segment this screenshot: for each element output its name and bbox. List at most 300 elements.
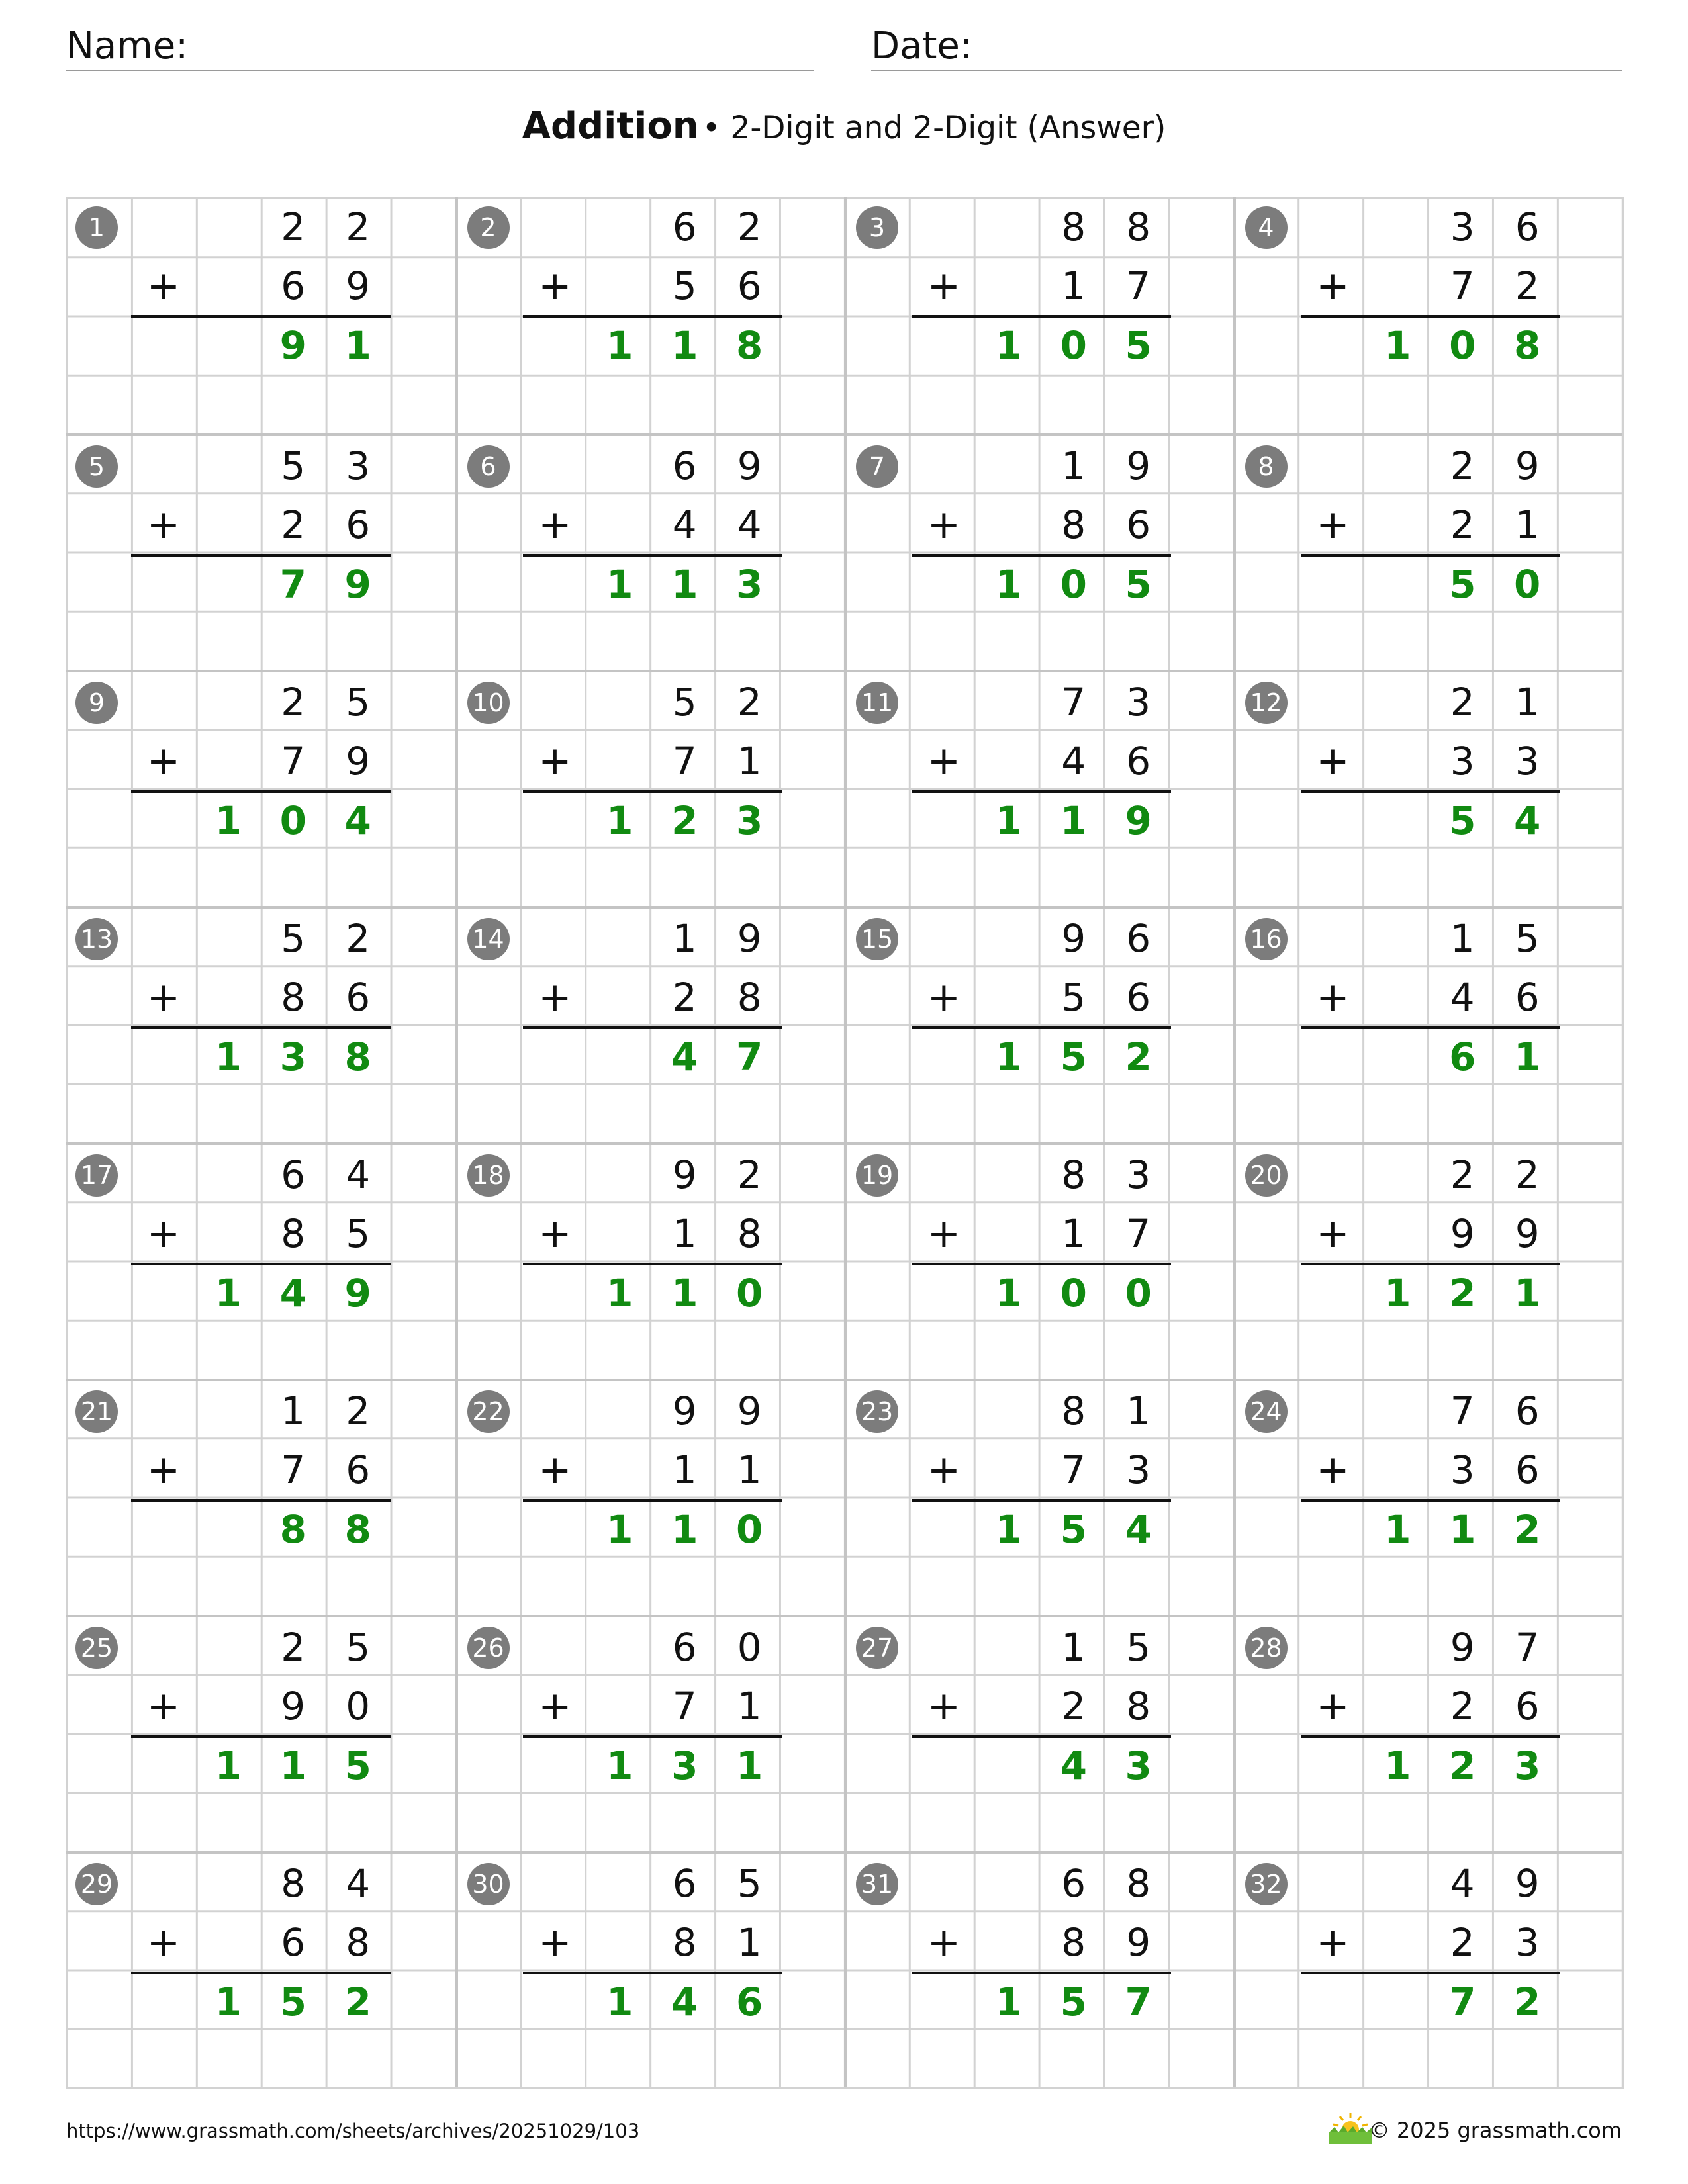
addend-top-digit: 8	[1061, 1388, 1086, 1433]
problem-6	[455, 433, 845, 670]
plus-sign: +	[538, 502, 572, 549]
answer-digit: 0	[1060, 322, 1087, 368]
addend-bottom-digit: 1	[1515, 502, 1540, 548]
answer-digit: 8	[344, 1034, 371, 1079]
problem-24	[1233, 1379, 1622, 1615]
problem-23	[844, 1379, 1233, 1615]
addend-top-digit: 6	[672, 1861, 697, 1906]
addend-bottom-digit: 2	[1450, 1920, 1475, 1966]
plus-sign: +	[538, 1210, 572, 1257]
problem-7	[844, 433, 1233, 670]
answer-digit: 4	[1125, 1506, 1152, 1552]
problem-number-badge: 1	[75, 206, 118, 249]
problem-2	[455, 197, 845, 433]
problem-number-badge: 32	[1245, 1863, 1288, 1905]
problem-number-badge: 27	[856, 1627, 898, 1669]
worksheet-title	[0, 105, 1688, 148]
problem-12	[1233, 670, 1622, 906]
answer-digit: 1	[1513, 1270, 1541, 1316]
answer-digit: 1	[214, 1743, 242, 1788]
addend-top-digit: 6	[672, 1625, 697, 1670]
addend-bottom-digit: 9	[1515, 1211, 1540, 1257]
addend-bottom-digit: 6	[1515, 1684, 1540, 1729]
answer-digit: 5	[1125, 561, 1152, 607]
addend-top-digit: 9	[1126, 443, 1151, 488]
answer-digit: 3	[1513, 1743, 1541, 1788]
addend-top-digit: 2	[737, 205, 762, 250]
addend-top-digit: 9	[1515, 1861, 1540, 1906]
grass-sun-logo-icon	[1327, 2110, 1374, 2147]
name-label: Name:	[66, 24, 189, 68]
addend-bottom-digit: 9	[346, 263, 371, 309]
problem-10	[455, 670, 845, 906]
answer-digit: 2	[671, 797, 698, 843]
problem-number-badge: 21	[75, 1390, 118, 1433]
answer-digit: 0	[1125, 1270, 1152, 1316]
addend-bottom-digit: 1	[737, 1920, 762, 1966]
addend-top-digit: 6	[1126, 916, 1151, 961]
answer-digit: 1	[995, 1034, 1022, 1079]
addend-bottom-digit: 6	[737, 263, 762, 309]
addend-bottom-digit: 6	[1126, 739, 1151, 784]
problem-19	[844, 1142, 1233, 1379]
addend-bottom-digit: 0	[346, 1684, 371, 1729]
answer-digit: 9	[1125, 797, 1152, 843]
addend-bottom-digit: 4	[1450, 975, 1475, 1021]
answer-digit: 2	[1513, 1979, 1541, 2025]
plus-sign: +	[1316, 1919, 1350, 1966]
plus-sign: +	[538, 974, 572, 1021]
addend-top-digit: 6	[672, 443, 697, 488]
addend-bottom-digit: 9	[346, 739, 371, 784]
problem-number-badge: 23	[856, 1390, 898, 1433]
plus-sign: +	[146, 974, 181, 1021]
addend-top-digit: 3	[346, 443, 371, 488]
addend-top-digit: 4	[346, 1861, 371, 1906]
addend-bottom-digit: 6	[281, 1920, 306, 1966]
problem-number-badge: 11	[856, 682, 898, 724]
plus-sign: +	[927, 738, 961, 785]
addend-top-digit: 5	[281, 443, 306, 488]
answer-digit: 3	[735, 797, 763, 843]
answer-digit: 1	[606, 1743, 633, 1788]
problem-15	[844, 906, 1233, 1142]
plus-sign: +	[927, 974, 961, 1021]
addend-bottom-digit: 4	[737, 502, 762, 548]
problem-number-badge: 20	[1245, 1154, 1288, 1197]
answer-digit: 7	[279, 561, 306, 607]
addend-bottom-digit: 7	[672, 1684, 697, 1729]
problem-number-badge: 22	[467, 1390, 510, 1433]
addend-bottom-digit: 3	[1450, 739, 1475, 784]
answer-digit: 2	[1449, 1743, 1476, 1788]
answer-digit: 8	[1513, 322, 1541, 368]
addend-top-digit: 8	[1061, 205, 1086, 250]
date-label: Date:	[871, 24, 972, 68]
footer-copyright: © 2025 grassmath.com	[1368, 2118, 1622, 2143]
answer-digit: 4	[671, 1979, 698, 2025]
answer-digit: 1	[606, 322, 633, 368]
addend-top-digit: 2	[737, 1152, 762, 1197]
addend-top-digit: 2	[346, 1388, 371, 1433]
problem-number-badge: 8	[1245, 445, 1288, 488]
plus-sign: +	[927, 1683, 961, 1730]
problem-number-badge: 2	[467, 206, 510, 249]
addend-bottom-digit: 7	[281, 1447, 306, 1493]
problem-number-badge: 31	[856, 1863, 898, 1905]
addend-bottom-digit: 8	[281, 1211, 306, 1257]
answer-digit: 1	[1384, 322, 1411, 368]
answer-digit: 0	[1060, 561, 1087, 607]
addend-top-digit: 2	[281, 680, 306, 725]
problem-number-badge: 18	[467, 1154, 510, 1197]
problem-number-badge: 15	[856, 918, 898, 960]
problem-number-badge: 4	[1245, 206, 1288, 249]
addend-top-digit: 6	[281, 1152, 306, 1197]
answer-digit: 1	[995, 797, 1022, 843]
addend-bottom-digit: 8	[281, 975, 306, 1021]
addend-top-digit: 8	[1126, 205, 1151, 250]
answer-digit: 1	[1384, 1506, 1411, 1552]
problem-27	[844, 1615, 1233, 1851]
answer-digit: 4	[1060, 1743, 1087, 1788]
addend-bottom-digit: 4	[1061, 739, 1086, 784]
problem-17	[66, 1142, 455, 1379]
addend-bottom-digit: 3	[1515, 1920, 1540, 1966]
addend-top-digit: 8	[1126, 1861, 1151, 1906]
problem-20	[1233, 1142, 1622, 1379]
answer-digit: 5	[1060, 1979, 1087, 2025]
answer-digit: 2	[1125, 1034, 1152, 1079]
answer-digit: 1	[606, 1506, 633, 1552]
addend-bottom-digit: 8	[672, 1920, 697, 1966]
addend-bottom-digit: 8	[1126, 1684, 1151, 1729]
answer-digit: 5	[344, 1743, 371, 1788]
addend-top-digit: 1	[1061, 1625, 1086, 1670]
answer-digit: 5	[1449, 797, 1476, 843]
problem-13	[66, 906, 455, 1142]
answer-digit: 5	[1449, 561, 1476, 607]
problem-5	[66, 433, 455, 670]
plus-sign: +	[146, 1210, 181, 1257]
addend-top-digit: 3	[1126, 1152, 1151, 1197]
answer-digit: 0	[1449, 322, 1476, 368]
problem-number-badge: 26	[467, 1627, 510, 1669]
problem-number-badge: 24	[1245, 1390, 1288, 1433]
answer-digit: 0	[735, 1506, 763, 1552]
addend-top-digit: 9	[1450, 1625, 1475, 1670]
addend-top-digit: 9	[672, 1152, 697, 1197]
problems-container	[66, 197, 1622, 2087]
answer-digit: 1	[606, 1979, 633, 2025]
problem-26	[455, 1615, 845, 1851]
plus-sign: +	[146, 263, 181, 310]
addend-top-digit: 2	[1450, 443, 1475, 488]
answer-digit: 4	[344, 797, 371, 843]
addend-bottom-digit: 9	[1126, 1920, 1151, 1966]
problem-8	[1233, 433, 1622, 670]
addend-top-digit: 9	[1061, 916, 1086, 961]
problem-number-badge: 13	[75, 918, 118, 960]
answer-digit: 1	[214, 1034, 242, 1079]
addend-top-digit: 9	[737, 916, 762, 961]
plus-sign: +	[1316, 1447, 1350, 1494]
problem-22	[455, 1379, 845, 1615]
addend-bottom-digit: 8	[737, 1211, 762, 1257]
addend-bottom-digit: 2	[1450, 1684, 1475, 1729]
answer-digit: 1	[1449, 1506, 1476, 1552]
problem-number-badge: 12	[1245, 682, 1288, 724]
answer-digit: 1	[1384, 1743, 1411, 1788]
answer-digit: 9	[344, 1270, 371, 1316]
addend-bottom-digit: 7	[672, 739, 697, 784]
answer-digit: 1	[671, 1270, 698, 1316]
addend-top-digit: 3	[1126, 680, 1151, 725]
problem-1	[66, 197, 455, 433]
addend-bottom-digit: 2	[281, 502, 306, 548]
problem-3	[844, 197, 1233, 433]
problem-29	[66, 1851, 455, 2087]
problem-number-badge: 17	[75, 1154, 118, 1197]
addend-bottom-digit: 7	[1450, 263, 1475, 309]
addend-bottom-digit: 1	[1061, 1211, 1086, 1257]
addend-bottom-digit: 7	[281, 739, 306, 784]
answer-digit: 1	[214, 1979, 242, 2025]
problem-4	[1233, 197, 1622, 433]
addend-top-digit: 1	[1126, 1388, 1151, 1433]
plus-sign: +	[1316, 1210, 1350, 1257]
date-field[interactable]	[871, 25, 1622, 71]
answer-digit: 1	[1384, 1270, 1411, 1316]
problem-30	[455, 1851, 845, 2087]
addend-bottom-digit: 1	[737, 739, 762, 784]
addend-bottom-digit: 8	[1061, 1920, 1086, 1966]
addend-bottom-digit: 6	[1515, 1447, 1540, 1493]
answer-digit: 0	[735, 1270, 763, 1316]
answer-digit: 1	[214, 797, 242, 843]
problem-18	[455, 1142, 845, 1379]
problem-28	[1233, 1615, 1622, 1851]
answer-digit: 8	[344, 1506, 371, 1552]
answer-digit: 1	[671, 561, 698, 607]
answer-digit: 1	[214, 1270, 242, 1316]
problem-number-badge: 5	[75, 445, 118, 488]
answer-digit: 6	[735, 1979, 763, 2025]
addend-bottom-digit: 8	[346, 1920, 371, 1966]
addend-top-digit: 1	[281, 1388, 306, 1433]
name-field[interactable]	[66, 25, 814, 71]
addend-top-digit: 2	[346, 916, 371, 961]
answer-digit: 2	[1513, 1506, 1541, 1552]
addend-bottom-digit: 7	[1126, 263, 1151, 309]
answer-digit: 4	[1513, 797, 1541, 843]
addend-top-digit: 1	[1515, 680, 1540, 725]
addend-top-digit: 4	[1450, 1861, 1475, 1906]
addend-top-digit: 2	[1515, 1152, 1540, 1197]
problem-number-badge: 19	[856, 1154, 898, 1197]
answer-digit: 1	[995, 1506, 1022, 1552]
footer-url: https://www.grassmath.com/sheets/archives/20251029/103	[66, 2120, 640, 2142]
answer-digit: 5	[1060, 1034, 1087, 1079]
addend-bottom-digit: 3	[1126, 1447, 1151, 1493]
addend-bottom-digit: 9	[281, 1684, 306, 1729]
problem-number-badge: 30	[467, 1863, 510, 1905]
title-subtitle: • 2-Digit and 2-Digit (Answer)	[702, 110, 1166, 146]
addend-bottom-digit: 6	[346, 1447, 371, 1493]
answer-digit: 5	[1060, 1506, 1087, 1552]
plus-sign: +	[538, 1919, 572, 1966]
addend-top-digit: 9	[737, 443, 762, 488]
addend-top-digit: 4	[346, 1152, 371, 1197]
problem-number-badge: 16	[1245, 918, 1288, 960]
addend-top-digit: 1	[1450, 916, 1475, 961]
addend-bottom-digit: 5	[672, 263, 697, 309]
answer-digit: 1	[995, 561, 1022, 607]
plus-sign: +	[146, 502, 181, 549]
answer-digit: 4	[671, 1034, 698, 1079]
addend-bottom-digit: 3	[1515, 739, 1540, 784]
answer-digit: 1	[606, 797, 633, 843]
plus-sign: +	[146, 1919, 181, 1966]
answer-digit: 3	[279, 1034, 306, 1079]
addend-top-digit: 5	[1126, 1625, 1151, 1670]
plus-sign: +	[927, 1919, 961, 1966]
addend-bottom-digit: 6	[1126, 502, 1151, 548]
addend-bottom-digit: 7	[1126, 1211, 1151, 1257]
addend-bottom-digit: 1	[1061, 263, 1086, 309]
addend-top-digit: 9	[672, 1388, 697, 1433]
problem-number-badge: 6	[467, 445, 510, 488]
answer-digit: 1	[671, 322, 698, 368]
plus-sign: +	[1316, 1683, 1350, 1730]
addend-top-digit: 5	[346, 1625, 371, 1670]
answer-digit: 0	[1513, 561, 1541, 607]
addend-top-digit: 5	[346, 680, 371, 725]
addend-top-digit: 5	[281, 916, 306, 961]
addend-top-digit: 5	[672, 680, 697, 725]
addend-top-digit: 7	[1061, 680, 1086, 725]
plus-sign: +	[1316, 263, 1350, 310]
addend-top-digit: 6	[672, 205, 697, 250]
plus-sign: +	[1316, 738, 1350, 785]
plus-sign: +	[146, 738, 181, 785]
answer-digit: 2	[1449, 1270, 1476, 1316]
problem-number-badge: 29	[75, 1863, 118, 1905]
addend-bottom-digit: 6	[1126, 975, 1151, 1021]
answer-digit: 6	[1449, 1034, 1476, 1079]
title-main: Addition	[522, 105, 699, 148]
addend-bottom-digit: 1	[737, 1684, 762, 1729]
addend-bottom-digit: 2	[1061, 1684, 1086, 1729]
problem-32	[1233, 1851, 1622, 2087]
addend-top-digit: 6	[1515, 1388, 1540, 1433]
answer-digit: 1	[995, 322, 1022, 368]
answer-digit: 1	[606, 561, 633, 607]
answer-digit: 7	[735, 1034, 763, 1079]
addend-top-digit: 8	[281, 1861, 306, 1906]
problem-14	[455, 906, 845, 1142]
addend-bottom-digit: 8	[737, 975, 762, 1021]
answer-digit: 3	[1125, 1743, 1152, 1788]
answer-digit: 1	[279, 1743, 306, 1788]
plus-sign: +	[927, 1447, 961, 1494]
problem-31	[844, 1851, 1233, 2087]
answer-digit: 8	[279, 1506, 306, 1552]
answer-digit: 0	[1060, 1270, 1087, 1316]
addend-bottom-digit: 3	[1450, 1447, 1475, 1493]
addend-top-digit: 7	[1450, 1388, 1475, 1433]
problem-9	[66, 670, 455, 906]
plus-sign: +	[927, 263, 961, 310]
addend-top-digit: 1	[672, 916, 697, 961]
addend-top-digit: 2	[346, 205, 371, 250]
addend-bottom-digit: 6	[1515, 975, 1540, 1021]
problem-number-badge: 7	[856, 445, 898, 488]
answer-digit: 1	[606, 1270, 633, 1316]
answer-digit: 9	[344, 561, 371, 607]
addend-bottom-digit: 4	[672, 502, 697, 548]
addend-top-digit: 9	[737, 1388, 762, 1433]
answer-digit: 3	[671, 1743, 698, 1788]
addend-bottom-digit: 7	[1061, 1447, 1086, 1493]
addend-bottom-digit: 5	[1061, 975, 1086, 1021]
answer-digit: 1	[995, 1979, 1022, 2025]
addend-top-digit: 8	[1061, 1152, 1086, 1197]
addend-bottom-digit: 1	[672, 1447, 697, 1493]
plus-sign: +	[538, 1683, 572, 1730]
problem-16	[1233, 906, 1622, 1142]
answer-digit: 1	[995, 1270, 1022, 1316]
addend-top-digit: 6	[1061, 1861, 1086, 1906]
problem-number-badge: 9	[75, 682, 118, 724]
addend-top-digit: 5	[1515, 916, 1540, 961]
plus-sign: +	[927, 1210, 961, 1257]
addend-top-digit: 2	[281, 1625, 306, 1670]
answer-digit: 9	[279, 322, 306, 368]
problem-11	[844, 670, 1233, 906]
problem-25	[66, 1615, 455, 1851]
addend-bottom-digit: 5	[346, 1211, 371, 1257]
addend-bottom-digit: 2	[672, 975, 697, 1021]
plus-sign: +	[1316, 974, 1350, 1021]
plus-sign: +	[538, 1447, 572, 1494]
answer-digit: 7	[1125, 1979, 1152, 2025]
addend-top-digit: 2	[1450, 680, 1475, 725]
problem-number-badge: 3	[856, 206, 898, 249]
answer-digit: 0	[279, 797, 306, 843]
plus-sign: +	[146, 1683, 181, 1730]
plus-sign: +	[927, 502, 961, 549]
answer-digit: 1	[344, 322, 371, 368]
addend-top-digit: 2	[1450, 1152, 1475, 1197]
addend-bottom-digit: 8	[1061, 502, 1086, 548]
problem-21	[66, 1379, 455, 1615]
addend-top-digit: 9	[1515, 443, 1540, 488]
answer-digit: 1	[1060, 797, 1087, 843]
addend-top-digit: 2	[737, 680, 762, 725]
addend-top-digit: 6	[1515, 205, 1540, 250]
problem-number-badge: 28	[1245, 1627, 1288, 1669]
answer-digit: 1	[1513, 1034, 1541, 1079]
answer-digit: 4	[279, 1270, 306, 1316]
addend-top-digit: 7	[1515, 1625, 1540, 1670]
problem-grid	[66, 197, 1624, 2089]
plus-sign: +	[538, 738, 572, 785]
addend-bottom-digit: 6	[346, 502, 371, 548]
answer-digit: 2	[344, 1979, 371, 2025]
answer-digit: 1	[671, 1506, 698, 1552]
answer-digit: 5	[279, 1979, 306, 2025]
